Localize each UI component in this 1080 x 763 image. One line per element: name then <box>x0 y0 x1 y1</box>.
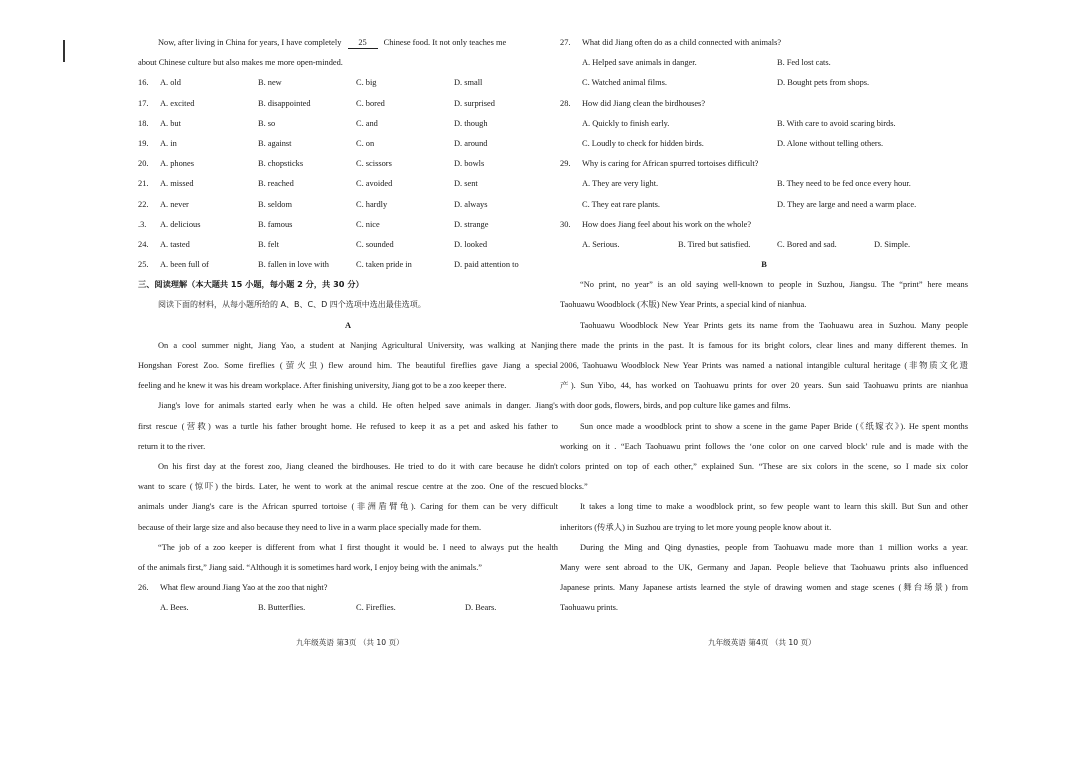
option-d[interactable]: D. always <box>454 199 488 209</box>
option-c[interactable]: C. Loudly to check for hidden birds. <box>582 138 704 148</box>
option-a[interactable]: A. never <box>160 199 189 209</box>
cloze-question-row <box>138 240 558 260</box>
options-row <box>560 179 968 199</box>
cloze-question-row <box>138 119 558 139</box>
option-a[interactable]: A. They are very light. <box>582 179 659 189</box>
passage-line: Taohuawu Woodblock (木版) New Year Prints, a special kind of nianhua. <box>560 300 807 310</box>
question-30: 30. How does Jiang feel about his work on the whole? <box>560 219 752 229</box>
options-row <box>560 139 968 159</box>
left-page <box>138 38 558 623</box>
question-number: 17. <box>138 98 149 108</box>
section-title: 三、阅读理解（本大题共 15 小题，每小题 2 分，共 30 分） <box>138 279 364 290</box>
option-a[interactable]: A. phones <box>160 159 194 169</box>
option-c[interactable]: C. Watched animal films. <box>582 78 667 88</box>
questions-27-29 <box>560 38 968 220</box>
option-c[interactable]: C. nice <box>356 219 380 229</box>
question-number: 29. <box>560 159 571 169</box>
question-number: 25. <box>138 260 149 270</box>
option-d[interactable]: D. Simple. <box>874 239 911 249</box>
right-page <box>560 38 968 623</box>
passage-line: Japanese prints. Many Japanese artists learned the style of drawing women and stage scenes (舞台场景) from <box>560 583 968 593</box>
option-b[interactable]: B. chopsticks <box>258 159 304 169</box>
question-number: 27. <box>560 38 571 47</box>
option-d[interactable]: D. Alone without telling others. <box>777 138 884 148</box>
option-c[interactable]: C. Bored and sad. <box>777 239 837 249</box>
option-d[interactable]: D. paid attention to <box>454 260 519 270</box>
options-row <box>560 200 968 220</box>
option-a[interactable]: A. Bees. <box>160 603 189 613</box>
cloze-question-row <box>138 200 558 220</box>
blank-25: 25 <box>348 38 378 49</box>
option-b[interactable]: B. felt <box>258 239 279 249</box>
option-a[interactable]: A. delicious <box>160 219 201 229</box>
passage-line: During the Ming and Qing dynasties, people from Taohuawu made more than 1 million works a year. <box>580 542 968 552</box>
option-a[interactable]: A. missed <box>160 179 194 189</box>
question-number: 19. <box>138 138 149 148</box>
option-d[interactable]: D. small <box>454 78 483 88</box>
passage-line: On his first day at the forest zoo, Jiang cleaned the birdhouses. He tried to do it with care because he didn't <box>158 461 558 471</box>
question-number: 21. <box>138 179 149 189</box>
cloze-question-row <box>138 179 558 199</box>
option-b[interactable]: B. disappointed <box>258 98 311 108</box>
cloze-question-row <box>138 139 558 159</box>
passage-line: “The job of a zoo keeper is different from what I first thought it would be. I need to always put the health <box>158 542 558 552</box>
passage-a <box>138 341 558 583</box>
option-a[interactable]: A. Helped save animals in danger. <box>582 58 697 68</box>
passage-line: inheritors (传承人) in Suzhou are trying to let more young people know about it. <box>560 522 832 532</box>
passage-line: Hongshan Forest Zoo. Some fireflies (萤火虫) flew around him. The beautiful fireflies gave Jiang a special <box>138 361 558 370</box>
option-b[interactable]: B. fallen in love with <box>258 260 329 270</box>
question-29 <box>560 159 968 179</box>
option-b[interactable]: B. new <box>258 78 282 88</box>
option-c[interactable]: C. bored <box>356 98 385 108</box>
question-number: 28. <box>560 98 571 108</box>
passage-line: Many were sent abroad to the UK, Germany and Japan. People believe that Taohuawu prints also influenced <box>560 562 968 572</box>
option-b[interactable]: B. With care to avoid scaring birds. <box>777 118 896 128</box>
question-number: 18. <box>138 118 149 128</box>
question-number: .3. <box>138 219 147 229</box>
passage-line: because of their large size and also because they need to live in a warm place specially made for them. <box>138 522 482 532</box>
left-page-footer: 九年级英语 第3页 （共 10 页） <box>296 638 404 647</box>
cloze-question-row <box>138 260 558 280</box>
cloze-question-row <box>138 220 558 240</box>
option-b[interactable]: B. Tired but satisfied. <box>678 239 751 249</box>
instruction: 阅读下面的材料，从每小题所给的 A、B、C、D 四个选项中选出最佳选项。 <box>158 300 426 310</box>
passage-line: there made the prints in the past. It is famous for its bright colors, clear lines and many different themes. In <box>560 340 968 350</box>
passage-line: On a cool summer night, Jiang Yao, a student at Nanjing Agricultural University, was walking at Nanjing <box>158 340 558 350</box>
option-c[interactable]: C. and <box>356 118 378 128</box>
option-b[interactable]: B. against <box>258 138 292 148</box>
option-a[interactable]: A. been full of <box>160 260 209 270</box>
option-c[interactable]: C. big <box>356 78 377 88</box>
passage-line: with door gods, flowers, birds, and pop culture like games and films. <box>560 401 791 411</box>
option-c[interactable]: C. They eat rare plants. <box>582 199 660 209</box>
option-d[interactable]: D. Bears. <box>465 603 497 613</box>
option-a[interactable]: A. Serious. <box>582 239 620 249</box>
question-30-options <box>560 240 968 260</box>
option-d[interactable]: D. They are large and need a warm place. <box>777 199 917 209</box>
passage-a-heading: A <box>344 320 352 330</box>
passage-line: 产). Sun Yibo, 44, has worked on Taohuawu prints for over 20 years. Sun said Taohuawu prints are nianhua <box>560 381 968 391</box>
option-b[interactable]: B. reached <box>258 179 294 189</box>
question-number: 16. <box>138 78 149 88</box>
option-b[interactable]: B. They need to be fed once every hour. <box>777 179 911 189</box>
passage-line: of the animals first,” Jiang said. “Although it is sometimes hard work, I enjoy being with the animals.” <box>138 562 483 572</box>
options-row <box>560 58 968 78</box>
cloze-passage-line-2: about Chinese culture but also makes me more open-minded. <box>138 58 343 68</box>
option-b[interactable]: B. Fed lost cats. <box>777 58 831 68</box>
passage-line: colors printed on top of each other,” explained Sun. “These are six colors in the scene, so I made six color <box>560 461 968 471</box>
passage-b <box>560 280 968 623</box>
passage-line: It takes a long time to make a woodblock print, so few people want to learn this skill. But Sun and other <box>580 502 968 512</box>
question-text: What did Jiang often do as a child connected with animals? <box>582 38 782 47</box>
passage-line: blocks.” <box>560 482 588 492</box>
option-d[interactable]: D. looked <box>454 239 488 249</box>
option-c[interactable]: C. sounded <box>356 239 394 249</box>
option-d[interactable]: D. surprised <box>454 98 495 108</box>
question-text: How did Jiang clean the birdhouses? <box>582 98 706 108</box>
cloze-question-row <box>138 159 558 179</box>
option-a[interactable]: A. in <box>160 138 177 148</box>
passage-line: Taohuawu Woodblock New Year Prints gets its name from the Taohuawu area in Suzhou. Many people <box>580 320 968 330</box>
option-d[interactable]: D. bowls <box>454 159 485 169</box>
cloze-question-row <box>138 99 558 119</box>
question-number: 24. <box>138 239 149 249</box>
passage-line: first rescue (营救) was a turtle his father brought home. He refused to keep it as a pet and asked his father to <box>138 421 558 431</box>
options-row <box>560 78 968 98</box>
question-number: 20. <box>138 159 149 169</box>
option-c[interactable]: C. scissors <box>356 159 392 169</box>
option-d[interactable]: D. around <box>454 138 488 148</box>
passage-line: feeling and he knew it was his dream workplace. After finishing university, Jiang got to be a zoo keeper there. <box>138 381 507 391</box>
option-a[interactable]: A. but <box>160 118 181 128</box>
option-c[interactable]: C. Fireflies. <box>356 603 396 613</box>
option-b[interactable]: B. seldom <box>258 199 292 209</box>
passage-line: animals under Jiang's care is the African spurred tortoise (非洲盾臂龟). Caring for them can be very difficult <box>138 502 558 512</box>
option-b[interactable]: B. Butterflies. <box>258 603 306 613</box>
passage-line: Taohuawu prints. <box>560 603 619 613</box>
option-b[interactable]: B. so <box>258 118 276 128</box>
question-number: 22. <box>138 199 149 209</box>
question-text: Why is caring for African spurred tortoises difficult? <box>582 159 759 169</box>
question-26-options <box>138 603 558 623</box>
option-d[interactable]: D. Bought pets from shops. <box>777 78 870 88</box>
option-b[interactable]: B. famous <box>258 219 293 229</box>
passage-line: Sun once made a woodblock print to show a scene in the game Paper Bride (《纸嫁衣》). He spent months <box>580 421 968 431</box>
question-28 <box>560 99 968 119</box>
question-27 <box>560 38 968 58</box>
passage-line: return it to the river. <box>138 441 206 451</box>
option-a[interactable]: A. Quickly to finish early. <box>582 118 670 128</box>
option-d[interactable]: D. sent <box>454 179 478 189</box>
passage-b-heading: B <box>761 260 767 270</box>
option-c[interactable]: C. on <box>356 138 375 148</box>
option-c[interactable]: C. hardly <box>356 199 388 209</box>
cloze-question-row <box>138 78 558 98</box>
passage-line: Jiang's love for animals started early when he was a child. He often helped save animals in danger. Jiang's <box>158 401 558 411</box>
option-a[interactable]: A. tasted <box>160 239 190 249</box>
right-page-footer: 九年级英语 第4页 （共 10 页） <box>708 638 816 647</box>
passage-line: 2006, Taohuawu Woodblock New Year Prints was named a national intangible cultural heritage (非物质文化遗 <box>560 361 968 370</box>
option-c[interactable]: C. taken pride in <box>356 260 412 270</box>
option-d[interactable]: D. though <box>454 118 488 128</box>
question-26: 26. What flew around Jiang Yao at the zoo that night? <box>138 583 328 593</box>
passage-line: working on it . “Each Taohuawu print follows the ‘one color on one carved block’ rule and is made with the <box>560 441 968 451</box>
option-c[interactable]: C. avoided <box>356 179 393 189</box>
passage-line: “No print, no year” is an old saying well-known to people in Suzhou, Jiangsu. The “print” here means <box>580 280 968 290</box>
option-a[interactable]: A. old <box>160 78 181 88</box>
option-d[interactable]: D. strange <box>454 219 489 229</box>
binding-margin-mark <box>63 40 65 62</box>
cloze-options-list <box>138 78 558 280</box>
option-a[interactable]: A. excited <box>160 98 195 108</box>
passage-line: want to scare (惊吓) the birds. Later, he went to work at the animal rescue centre at the zoo. One of the rescued <box>138 482 558 492</box>
options-row <box>560 119 968 139</box>
cloze-passage-line-1: Now, after living in China for years, I have completely 25 Chinese food. It not only teaches me <box>138 38 558 58</box>
